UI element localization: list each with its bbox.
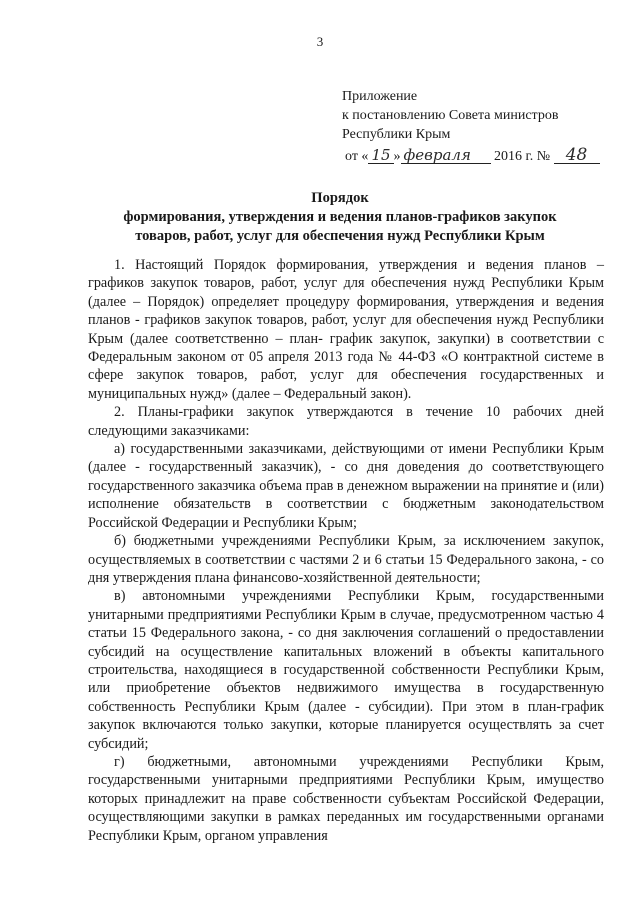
title-line: формирования, утверждения и ведения планов-графиков закупок xyxy=(123,209,557,225)
paragraph: в) автономными учреждениями Республики Крым, государственными унитарными предприятиями Республики Крым в случае, предусмотренном частью 4 статьи 15 Федерального закона, - со дня заключения соглашений о предоставлении субсидий на осуществление капитальных вложений в объекты капитального строительства, находящиеся в государственной собственности Республики Крым, или приобретение объектов недвижимого имущества в государственную собственность Республики Крым (далее - субсидии). При этом в план-график закупок включаются только закупки, которые планируется осуществлять за счет субсидий; xyxy=(88,588,604,752)
annex-line: к постановлению Совета министров xyxy=(342,108,559,123)
document-body xyxy=(88,256,604,845)
paragraph: б) бюджетными учреждениями Республики Крым, за исключением закупок, осуществляемых в соответствии с частями 2 и 6 статьи 15 Федерального закона, - со дня утверждения плана финансово-хозяйственной деятельности; xyxy=(88,533,604,586)
handwritten-month: февраля xyxy=(401,147,491,164)
date-prefix: от « xyxy=(345,149,369,164)
handwritten-resolution-number: 48 xyxy=(554,147,600,164)
paragraph: а) государственными заказчиками, действующими от имени Республики Крым (далее - государственный заказчик), - со дня доведения до соответствующего государственного заказчика объема прав в денежном выражении на принятие и (или) исполнение обязательств в соответствии с бюджетным законодательством Российской Федерации и Республики Крым; xyxy=(88,441,604,531)
page-number: 3 xyxy=(316,34,324,49)
annex-date-line xyxy=(342,147,600,166)
paragraph: 2. Планы-графики закупок утверждаются в течение 10 рабочих дней следующими заказчиками: xyxy=(88,404,604,439)
annex-line: Республики Крым xyxy=(342,127,451,142)
annex-line: Приложение xyxy=(342,89,418,104)
annex-header xyxy=(342,87,600,166)
paragraph: г) бюджетными, автономными учреждениями Республики Крым, государственными унитарными предприятиями Республики Крым, имущество которых принадлежит на праве собственности субъектам Российской Федерации, осуществляющими закупки в рамках переданных им государственными органами Республики Крым, органом управления xyxy=(88,753,604,844)
document-title xyxy=(60,189,620,246)
title-line: товаров, работ, услуг для обеспечения нужд Республики Крым xyxy=(135,228,545,244)
paragraph: 1. Настоящий Порядок формирования, утверждения и ведения планов – графиков закупок товаров, работ, услуг для обеспечения нужд Республики Крым (далее – Порядок) определяет процедуру формирования, утверждения и ведения планов - графиков закупок товаров, работ, услуг для обеспечения нужд Республики Крым (далее соответственно – план- график закупок, закупки) в соответствии с Федеральным законом от 05 апреля 2013 года № 44-ФЗ «О контрактной системе в сфере закупок товаров, работ, услуг для обеспечения государственных и муниципальных нужд» (далее – Федеральный закон). xyxy=(88,257,604,402)
date-year: 2016 г. № xyxy=(494,149,551,164)
date-separator: » xyxy=(393,149,401,164)
title-line: Порядок xyxy=(311,190,369,206)
handwritten-day: 15 xyxy=(368,147,393,164)
